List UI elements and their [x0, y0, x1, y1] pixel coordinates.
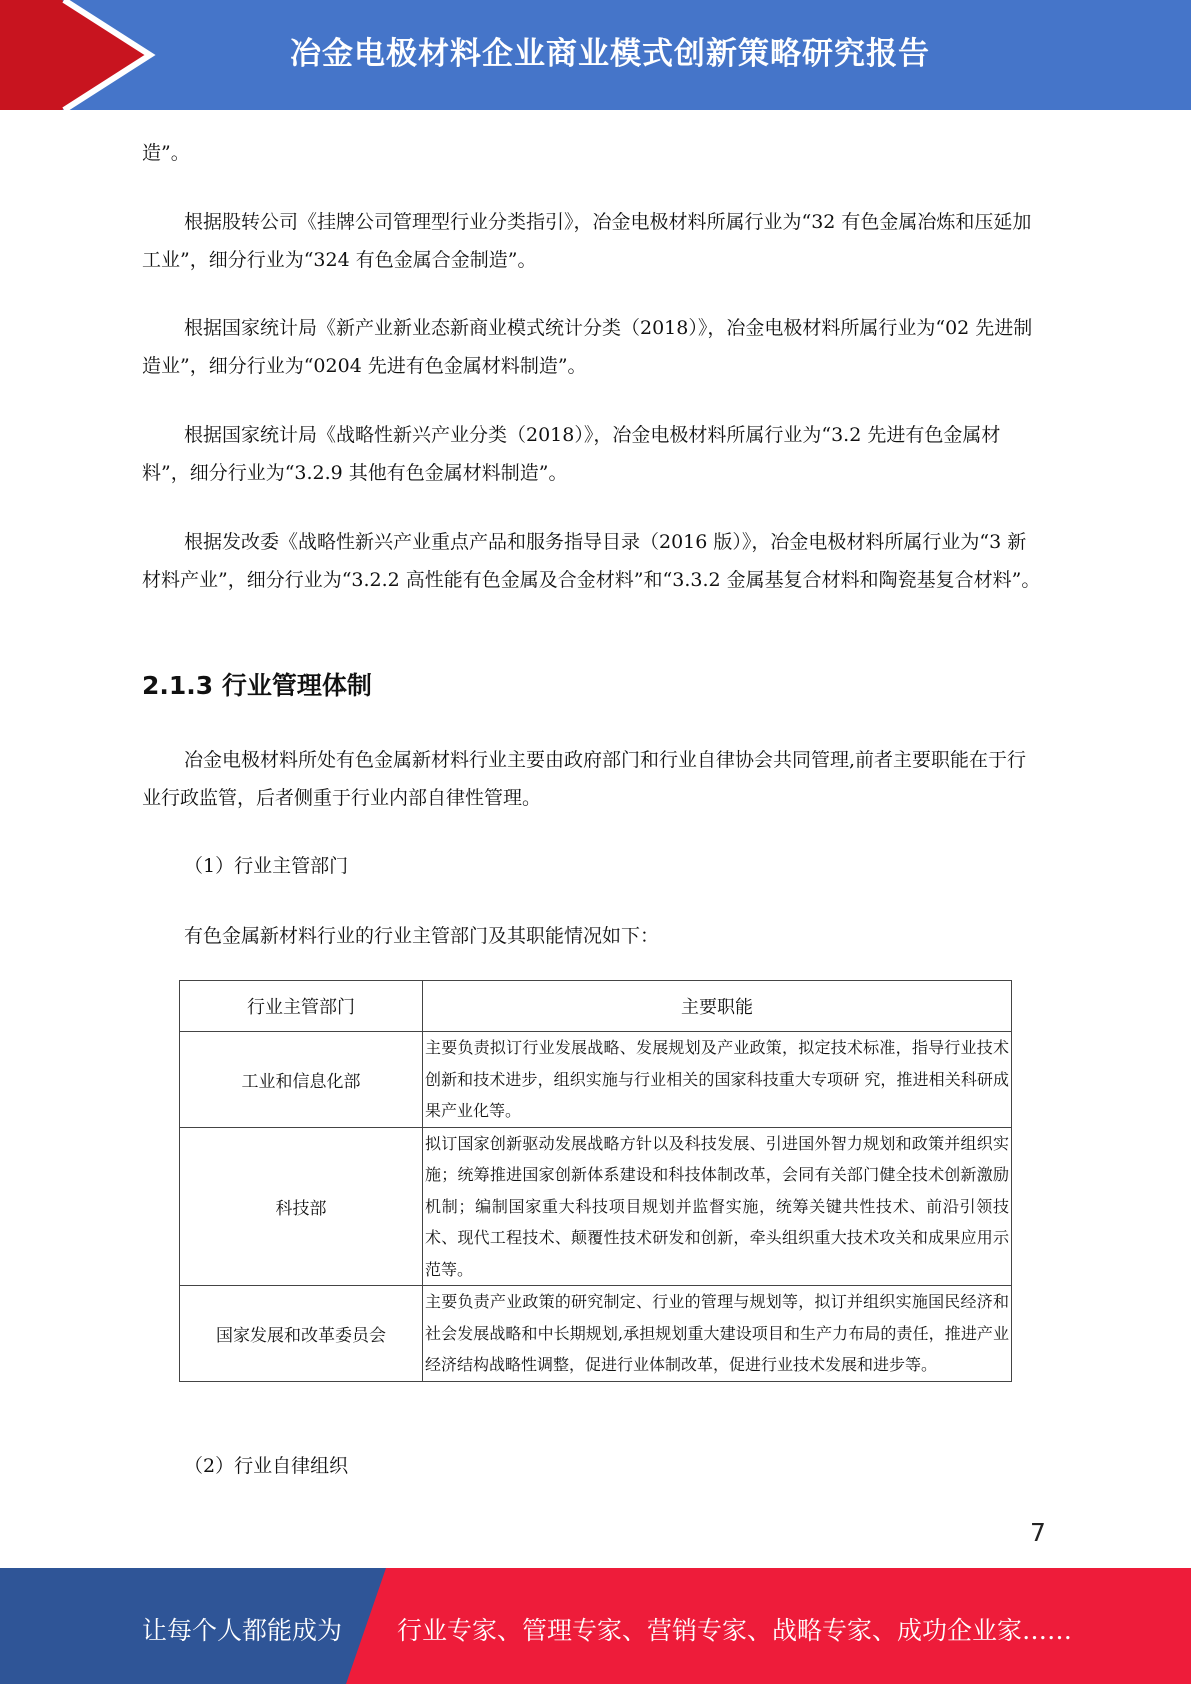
report-title: 冶金电极材料企业商业模式创新策略研究报告	[290, 36, 930, 72]
page-number: 7	[1030, 1518, 1046, 1547]
table-row	[180, 1286, 1012, 1382]
column-header-duties: 主要职能	[423, 981, 1012, 1032]
footer-slogan-right: 行业专家、管理专家、营销专家、战略专家、成功企业家……	[397, 1616, 1073, 1645]
paragraph-continuation: 造”。	[142, 142, 190, 164]
table-row	[180, 1127, 1012, 1286]
subheading-self-regulatory: （2）行业自律组织	[184, 1455, 349, 1477]
table-cell-department: 工业和信息化部	[180, 1032, 423, 1128]
column-header-department: 行业主管部门	[180, 981, 423, 1032]
authorities-table	[179, 980, 1012, 1382]
footer-slogan-left: 让每个人都能成为	[142, 1616, 343, 1645]
paragraph-neeq-classification: 根据股转公司《挂牌公司管理型行业分类指引》，冶金电极材料所属行业为“32 有色金属冶炼和压延加工业”，细分行业为“324 有色金属合金制造”。	[142, 211, 1032, 271]
subheading-authorities: （1）行业主管部门	[184, 855, 349, 877]
table-cell-duties: 主要负责产业政策的研究制定、行业的管理与规划等，拟订并组织实施国民经济和社会发展战略和中长期规划,承担规划重大建设项目和生产力布局的责任，推进产业经济结构战略性调整，促进行业体制改革，促进行业技术发展和进步等。	[423, 1286, 1012, 1382]
table-cell-duties: 主要负责拟订行业发展战略、发展规划及产业政策，拟定技术标准，指导行业技术创新和技术进步，组织实施与行业相关的国家科技重大专项研 究，推进相关科研成果产业化等。	[423, 1032, 1012, 1128]
table-row	[180, 1032, 1012, 1128]
section-heading: 2.1.3 行业管理体制	[142, 671, 372, 700]
paragraph-management-system: 冶金电极材料所处有色金属新材料行业主要由政府部门和行业自律协会共同管理,前者主要职能在于行业行政监管，后者侧重于行业内部自律性管理。	[142, 749, 1027, 809]
paragraph-new-economy-classification: 根据国家统计局《新产业新业态新商业模式统计分类（2018）》，冶金电极材料所属行业为“02 先进制造业”，细分行业为“0204 先进有色金属材料制造”。	[142, 317, 1033, 377]
table-cell-department: 科技部	[180, 1127, 423, 1286]
table-cell-duties: 拟订国家创新驱动发展战略方针以及科技发展、引进国外智力规划和政策并组织实施；统筹推进国家创新体系建设和科技体制改革，会同有关部门健全技术创新激励机制；编制国家重大科技项目规划并监督实施，统筹关键共性技术、前沿引领技术、现代工程技术、颠覆性技术研发和创新，牵头组织重大技术攻关和成果应用示范等。	[423, 1127, 1012, 1286]
table-cell-department: 国家发展和改革委员会	[180, 1286, 423, 1382]
header-red-arrow-decoration	[0, 0, 160, 110]
page-header	[0, 0, 1191, 110]
paragraph-ndrc-catalog: 根据发改委《战略性新兴产业重点产品和服务指导目录（2016 版）》，冶金电极材料所属行业为“3 新材料产业”，细分行业为“3.2.2 高性能有色金属及合金材料”和“3.3.2 金属基复合材料和陶瓷基复合材料”。	[142, 531, 1041, 591]
table-header-row	[180, 981, 1012, 1032]
paragraph-table-intro: 有色金属新材料行业的行业主管部门及其职能情况如下：	[184, 925, 660, 947]
paragraph-strategic-industry-classification: 根据国家统计局《战略性新兴产业分类（2018）》，冶金电极材料所属行业为“3.2 先进有色金属材料”，细分行业为“3.2.9 其他有色金属材料制造”。	[142, 424, 1001, 484]
